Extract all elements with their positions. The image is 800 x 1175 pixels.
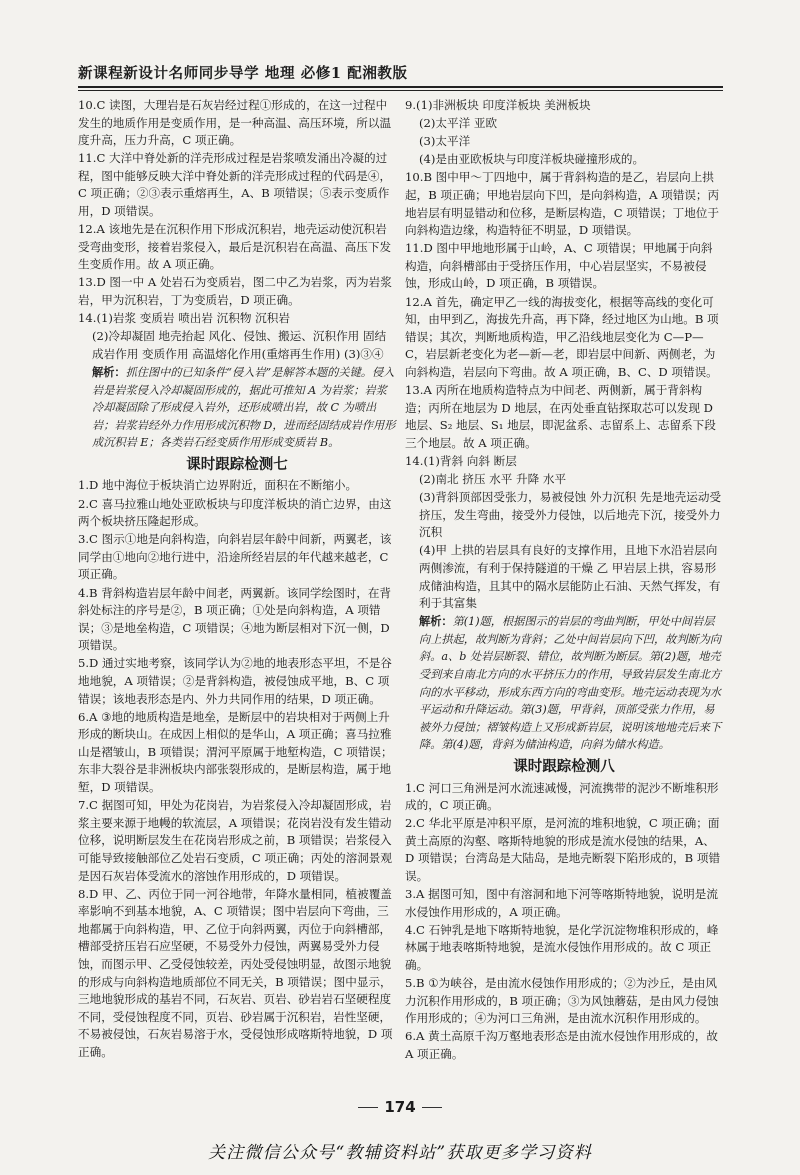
answer-item: 14.(1)背斜 向斜 断层 (405, 453, 517, 468)
answer-item: 5.B ①为峡谷，是由流水侵蚀作用形成的；②为沙丘，是由风力沉积作用形成的，B 项正确；③为风蚀蘑菇，是由风力侵蚀作用形成的；④为河口三角洲，是由流水沉积作用形成的。 (405, 976, 719, 1026)
section-heading: 课时跟踪检测八 (513, 758, 615, 775)
answer-item: 11.C 大洋中脊处新的洋壳形成过程是岩浆喷发涌出冷凝的过程，图中能够反映大洋中脊处新的洋壳形成过程的代码是④，C 项正确；②③表示重熔再生，A、B 项错误；⑤表示变质作用，D 项错误。 (78, 151, 392, 219)
answer-item: 5.D 通过实地考察，该同学认为②地的地表形态平坦，不是谷地地貌，A 项错误；②是背斜构造，被侵蚀成平地，B、C 项错误；该地表形态是内、外力共同作用的结果，D 项正确。 (78, 656, 392, 706)
answer-item: 14.(1)岩浆 变质岩 喷出岩 沉积物 沉积岩 (78, 311, 290, 326)
answer-item: 1.C 河口三角洲是河水流速减慢，河流携带的泥沙不断堆积形成的，C 项正确。 (405, 780, 719, 813)
answer-item: 12.A 首先，确定甲乙一线的海拔变化，根据等高线的变化可知，由甲到乙，海拔先升高，再下降，经过地区为山地。B 项错误；其次，判断地质构造，甲乙沿线地层变化为 C—P—C，岩层新老变化为老—新—老，即岩层中间新、两侧老，为向斜构造，岩层向下弯曲。故 A 项正确，B、C、D 项错误。 (405, 294, 719, 379)
footer-note: 关注微信公众号“教辅资料站”获取更多学习资料 (208, 1143, 592, 1163)
analysis-label: 解析： (92, 364, 126, 379)
answer-item: 6.A ③地的地质构造是地垒，是断层中的岩块相对于两侧上升形成的断块山。在成因上相似的是华山，A 项正确；喜马拉雅山是褶皱山，B 项错误；渭河平原属于地堑构造，C 项错误；东非大裂谷是非洲板块内部张裂形成的，是断层构造，属于地堑，D 项错误。 (78, 709, 393, 795)
section-heading: 课时跟踪检测七 (186, 456, 288, 473)
answer-item: 3.A 据图可知，图中有溶洞和地下河等喀斯特地貌，说明是流水侵蚀作用形成的，A 项正确。 (405, 887, 718, 919)
answer-item: 3.C 图示①地是向斜构造，向斜岩层年龄中间新，两翼老，该同学由①地向②地行进中，沿途所经岩层的年代越来越老，C 项正确。 (78, 532, 392, 582)
answer-item: 2.C 华北平原是冲积平原，是河流的堆积地貌，C 项正确；面黄土高原的沟壑、喀斯特地貌的形成是流水侵蚀的结果，A、D 项错误；台湾岛是大陆岛，是地壳断裂下陷形成的，B 项错误。 (405, 816, 721, 884)
answer-item: 13.A 丙所在地质构造特点为中间老、两侧新，属于背斜构造；丙所在地层为 D 地层，在丙处垂直钻探取芯可以发现 D 地层、S₂ 地层、S₁ 地层，即泥盆系、志留系上、志留系下段三个地层。故 A 项正确。 (405, 383, 716, 450)
answer-item: 6.A 黄土高原千沟万壑地表形态是由流水侵蚀作用形成的，故 A 项正确。 (405, 1029, 718, 1061)
page-number: 174 (0, 1098, 800, 1116)
header-rule-thin (78, 90, 723, 91)
answer-item: 4.C 石钟乳是地下喀斯特地貌，是化学沉淀物堆积形成的，峰林属于地表喀斯特地貌，是流水侵蚀作用形成的。故 C 项正确。 (405, 922, 719, 972)
answer-item: 7.C 据图可知，甲处为花岗岩，为岩浆侵入冷却凝固形成，岩浆主要来源于地幔的软流层，A 项错误；花岗岩没有发生错动位移，说明断层发生在花岗岩形成之前，B 项错误；岩浆侵入可能导致接触部位乙处岩石变质，C 项正确；丙处的溶洞景观是因石灰岩体受流水的溶蚀作用形成的，D 项错误。 (78, 798, 392, 883)
answer-item: 11.D 图中甲地地形属于山岭，A、C 项错误；甲地属于向斜构造，向斜槽部由于受挤压作用，中心岩层坚实，不易被侵蚀，形成山岭，D 项正确，B 项错误。 (405, 241, 713, 291)
analysis-text: 第(1)题，根据图示的岩层的弯曲判断，甲处中间岩层向上拱起，故判断为背斜；乙处中间岩层向下凹，故判断为向斜。a、b 处岩层断裂、错位，故判断为断层。第(2)题，地壳受到来自南北方向的水平挤压力的作用，导致岩层发生南北方向的水平移动，形成东西方向的弯曲变形。地壳运动表现为水平运动和升降运动。第(3)题，甲背斜，顶部受张力作用，易被外力侵蚀；褶皱构造上又形成新岩层，说明该地地壳后来下降。第(4)题，背斜为储油构造，向斜为储水构造。 (419, 615, 722, 752)
answer-subitem: (2)南北 挤压 水平 升降 水平 (419, 471, 567, 486)
answer-subitem: (4)甲 上拱的岩层具有良好的支撑作用，且地下水沿岩层向两侧渗流，有利于保持隧道的干燥 乙 甲岩层上拱，容易形成储油构造，且其中的隔水层能防止石油、天然气挥发，有利于其富集 (419, 543, 721, 611)
header-rule (78, 86, 723, 88)
answer-item: 2.C 喜马拉雅山地处亚欧板块与印度洋板块的消亡边界，由这两个板块挤压隆起形成。 (78, 496, 392, 529)
running-header: 新课程新设计名师同步导学 地理 必修1 配湘教版 (78, 65, 408, 82)
answer-item: 10.B 图中甲～丁四地中，属于背斜构造的是乙，岩层向上拱起，B 项正确；甲地岩层向下凹，是向斜构造，A 项错误；丙地岩层有明显错动和位移，是断层构造，C 项错误；丁地位于向斜构造边缘，构造特征不明显，D 项错误。 (405, 170, 720, 238)
answer-subitem: (3)太平洋 (419, 134, 471, 149)
answer-subitem: (2)冷却凝固 地壳抬起 风化、侵蚀、搬运、沉积作用 固结成岩作用 变质作用 高温熔化作用(重熔再生作用) (3)③④ (92, 329, 387, 361)
answer-subitem: (4)是由亚欧板块与印度洋板块碰撞形成的。 (419, 152, 645, 167)
analysis-text: 抓住图中的已知条件“侵入岩”是解答本题的关键。侵入岩是岩浆侵入冷却凝固形成的，据此可推知 A 为岩浆；岩浆冷却凝固除了形成侵入岩外，还形成喷出岩，故 C 为喷出岩；岩浆岩经外力作用形成沉积物 D，进而经固结成岩作用形成沉积岩 E；各类岩石经变质作用形成变质岩 B。 (92, 365, 396, 450)
answer-item: 10.C 读图，大理岩是石灰岩经过程①形成的，在这一过程中发生的地质作用是变质作用，是一种高温、高压环境，所以温度升高，压力升高，C 项正确。 (78, 98, 392, 148)
left-column (78, 97, 396, 1062)
right-column (405, 97, 723, 1064)
answer-item: 4.B 背斜构造岩层年龄中间老，两翼新。该同学绘图时，在背斜处标注的序号是②，B 项正确；①处是向斜构造，A 项错误；③是地垒构造，C 项错误；④地为断层相对下沉一侧，D 项错误。 (78, 585, 392, 653)
analysis-note (405, 613, 723, 754)
answer-item: 8.D 甲、乙、丙位于同一河谷地带，年降水量相同，植被覆盖率影响不到基本地貌，A、C 项错误；图中岩层向下弯曲，三地都属于向斜构造，甲、乙位于向斜两翼，丙位于向斜槽部，槽部受挤压岩石应坚硬，不易受外力侵蚀，两翼易受外力侵蚀，而图示甲、乙受侵蚀较差，丙处受侵蚀明显，故图示地貌的形成与向斜构造地质部位不同无关，B 项错误；图中显示，三地地貌形成的基岩不同，石灰岩、页岩、砂岩岩石坚硬程度不同，受侵蚀程度不同，页岩、砂岩属于沉积岩，岩性坚硬，不易被侵蚀，石灰岩易溶于水，受侵蚀形成喀斯特地貌，D 项正确。 (78, 886, 393, 1059)
answer-item: 1.D 地中海位于板块消亡边界附近，面积在不断缩小。 (78, 478, 358, 493)
analysis-note (78, 364, 396, 452)
answer-item: 13.D 图一中 A 处岩石为变质岩，图二中乙为岩浆，丙为岩浆岩，甲为沉积岩，丁为变质岩，D 项正确。 (78, 275, 392, 308)
answer-subitem: (2)太平洋 亚欧 (419, 116, 498, 131)
analysis-label: 解析： (419, 614, 453, 629)
answer-subitem: (3)背斜顶部因受张力，易被侵蚀 外力沉积 先是地壳运动受挤压，发生弯曲，接受外力侵蚀，以后地壳下沉，接受外力沉积 (419, 490, 722, 540)
answer-item: 9.(1)非洲板块 印度洋板块 美洲板块 (405, 98, 591, 112)
answer-item: 12.A 该地先是在沉积作用下形成沉积岩，地壳运动使沉积岩受弯曲变形，接着岩浆侵入，最后是沉积岩在高温、高压下发生变质作用。故 A 项正确。 (78, 222, 392, 272)
